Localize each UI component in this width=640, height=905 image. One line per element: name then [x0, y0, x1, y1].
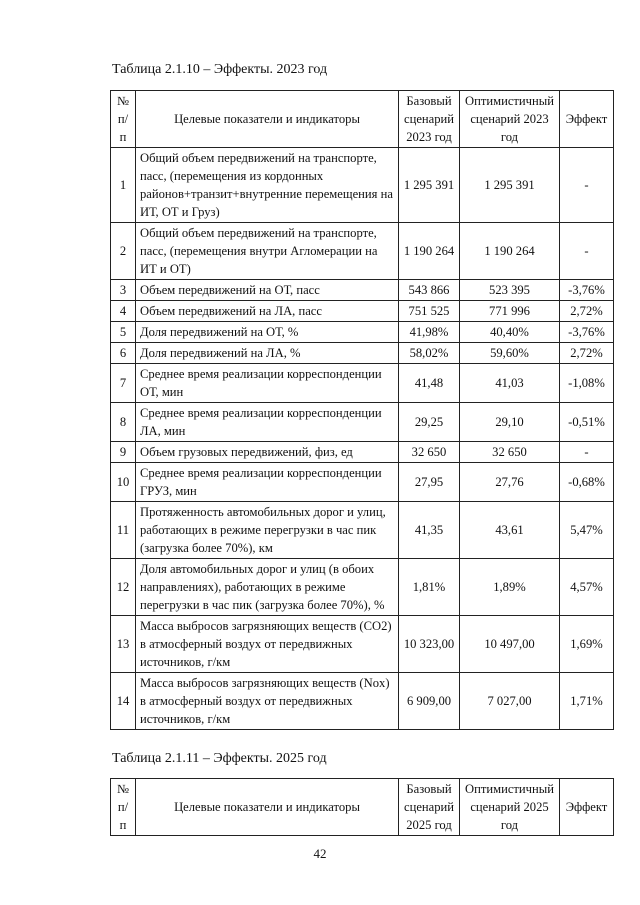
table1-body: [111, 148, 614, 730]
row-number: 2: [111, 223, 136, 280]
table-row: [111, 673, 614, 730]
base-value: 543 866: [399, 280, 460, 301]
effect-value: -3,76%: [560, 322, 614, 343]
table-row: [111, 223, 614, 280]
indicator-name: Объем передвижений на ЛА, пасс: [136, 301, 399, 322]
effect-value: -: [560, 148, 614, 223]
table-row: [111, 280, 614, 301]
effect-value: 2,72%: [560, 343, 614, 364]
base-value: 10 323,00: [399, 616, 460, 673]
base-value: 29,25: [399, 403, 460, 442]
indicator-name: Общий объем передвижений на транспорте, пасс, (перемещения из кордонных районов+транзит+внутренние перемещения на ИТ, ОТ и Груз): [136, 148, 399, 223]
indicator-name: Объем передвижений на ОТ, пасс: [136, 280, 399, 301]
header-num: № п/п: [111, 91, 136, 148]
indicator-name: Среднее время реализации корреспонденции ГРУЗ, мин: [136, 463, 399, 502]
effect-value: 5,47%: [560, 502, 614, 559]
header-effect: Эффект: [560, 779, 614, 836]
row-number: 9: [111, 442, 136, 463]
optimistic-value: 43,61: [460, 502, 560, 559]
indicator-name: Масса выбросов загрязняющих веществ (CO2) в атмосферный воздух от передвижных источников, г/км: [136, 616, 399, 673]
optimistic-value: 41,03: [460, 364, 560, 403]
row-number: 7: [111, 364, 136, 403]
optimistic-value: 10 497,00: [460, 616, 560, 673]
table-row: [111, 463, 614, 502]
effect-value: -0,51%: [560, 403, 614, 442]
optimistic-value: 27,76: [460, 463, 560, 502]
optimistic-value: 32 650: [460, 442, 560, 463]
base-value: 1 295 391: [399, 148, 460, 223]
indicator-name: Масса выбросов загрязняющих веществ (Nox) в атмосферный воздух от передвижных источников, г/км: [136, 673, 399, 730]
header-effect: Эффект: [560, 91, 614, 148]
row-number: 8: [111, 403, 136, 442]
row-number: 6: [111, 343, 136, 364]
base-value: 1,81%: [399, 559, 460, 616]
effect-value: -: [560, 223, 614, 280]
optimistic-value: 1 295 391: [460, 148, 560, 223]
base-value: 41,98%: [399, 322, 460, 343]
optimistic-value: 40,40%: [460, 322, 560, 343]
base-value: 27,95: [399, 463, 460, 502]
effect-value: 2,72%: [560, 301, 614, 322]
header-opt: Оптимистичный сценарий 2025 год: [460, 779, 560, 836]
table2-caption: Таблица 2.1.11 – Эффекты. 2025 год: [112, 751, 327, 766]
indicator-name: Протяженность автомобильных дорог и улиц, работающих в режиме перегрузки в час пик (загрузка более 70%), км: [136, 502, 399, 559]
effect-value: 4,57%: [560, 559, 614, 616]
base-value: 41,48: [399, 364, 460, 403]
table-row: [111, 301, 614, 322]
table1-caption: Таблица 2.1.10 – Эффекты. 2023 год: [112, 62, 328, 77]
effect-value: 1,69%: [560, 616, 614, 673]
effects-table-2023: [110, 90, 614, 730]
optimistic-value: 7 027,00: [460, 673, 560, 730]
indicator-name: Среднее время реализации корреспонденции ОТ, мин: [136, 364, 399, 403]
effect-value: 1,71%: [560, 673, 614, 730]
row-number: 10: [111, 463, 136, 502]
table-row: [111, 502, 614, 559]
indicator-name: Доля передвижений на ОТ, %: [136, 322, 399, 343]
row-number: 4: [111, 301, 136, 322]
header-opt: Оптимистичный сценарий 2023 год: [460, 91, 560, 148]
row-number: 13: [111, 616, 136, 673]
indicator-name: Доля передвижений на ЛА, %: [136, 343, 399, 364]
header-name: Целевые показатели и индикаторы: [136, 91, 399, 148]
optimistic-value: 523 395: [460, 280, 560, 301]
optimistic-value: 1 190 264: [460, 223, 560, 280]
table-row: [111, 364, 614, 403]
header-num: № п/п: [111, 779, 136, 836]
table-row: [111, 403, 614, 442]
indicator-name: Объем грузовых передвижений, физ, ед: [136, 442, 399, 463]
row-number: 14: [111, 673, 136, 730]
table-row: [111, 559, 614, 616]
row-number: 1: [111, 148, 136, 223]
indicator-name: Среднее время реализации корреспонденции ЛА, мин: [136, 403, 399, 442]
base-value: 6 909,00: [399, 673, 460, 730]
optimistic-value: 1,89%: [460, 559, 560, 616]
effect-value: -1,08%: [560, 364, 614, 403]
row-number: 5: [111, 322, 136, 343]
optimistic-value: 771 996: [460, 301, 560, 322]
header-base: Базовый сценарий 2025 год: [399, 779, 460, 836]
row-number: 11: [111, 502, 136, 559]
effects-table-2025: [110, 778, 614, 836]
base-value: 58,02%: [399, 343, 460, 364]
optimistic-value: 29,10: [460, 403, 560, 442]
table-row: [111, 343, 614, 364]
effect-value: -: [560, 442, 614, 463]
table-row: [111, 442, 614, 463]
base-value: 41,35: [399, 502, 460, 559]
table-row: [111, 322, 614, 343]
effect-value: -3,76%: [560, 280, 614, 301]
row-number: 3: [111, 280, 136, 301]
header-base: Базовый сценарий 2023 год: [399, 91, 460, 148]
effect-value: -0,68%: [560, 463, 614, 502]
indicator-name: Доля автомобильных дорог и улиц (в обоих направлениях), работающих в режиме перегрузки в час пик (загрузка более 70%), %: [136, 559, 399, 616]
header-name: Целевые показатели и индикаторы: [136, 779, 399, 836]
base-value: 1 190 264: [399, 223, 460, 280]
indicator-name: Общий объем передвижений на транспорте, пасс, (перемещения внутри Агломерации на ИТ и ОТ): [136, 223, 399, 280]
table-row: [111, 616, 614, 673]
base-value: 32 650: [399, 442, 460, 463]
table-row: [111, 148, 614, 223]
optimistic-value: 59,60%: [460, 343, 560, 364]
page-number: 42: [313, 846, 327, 861]
row-number: 12: [111, 559, 136, 616]
base-value: 751 525: [399, 301, 460, 322]
